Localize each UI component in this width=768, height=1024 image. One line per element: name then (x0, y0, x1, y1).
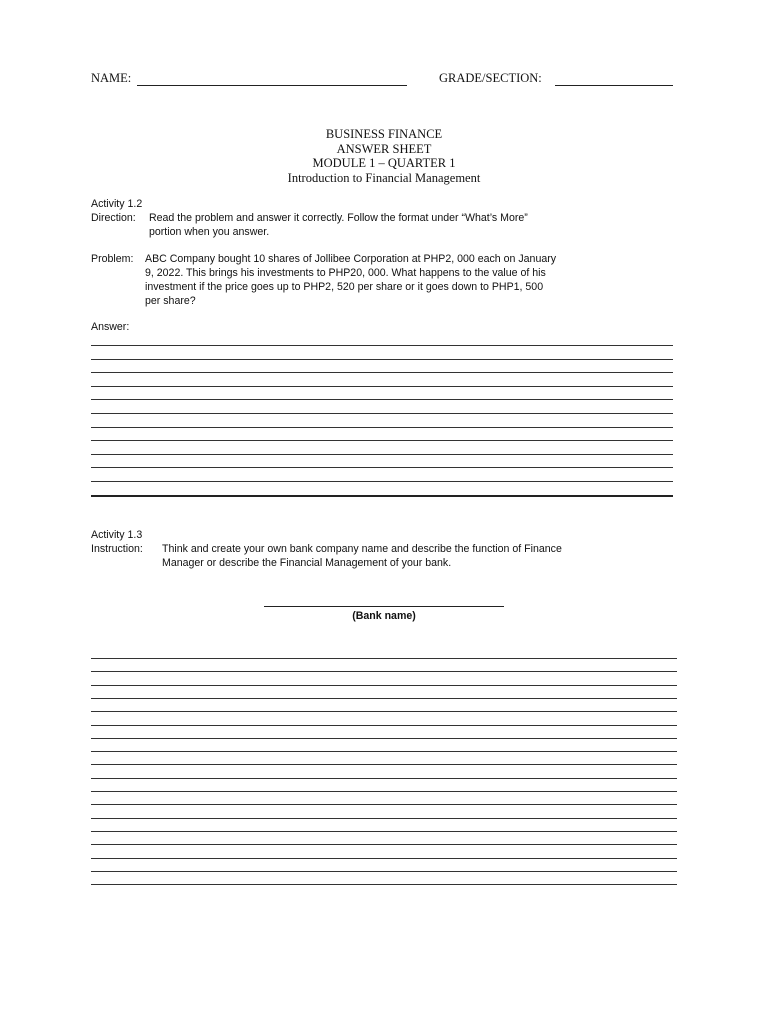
answer-line[interactable] (91, 454, 673, 455)
answer-line[interactable] (91, 725, 677, 726)
answer-line[interactable] (91, 871, 677, 872)
answer-line[interactable] (91, 804, 677, 805)
grade-section-field[interactable] (555, 85, 673, 86)
instruction-text-2: Manager or describe the Financial Management of your bank. (162, 557, 452, 569)
answer-line[interactable] (91, 818, 677, 819)
answer-line[interactable] (91, 658, 677, 659)
instruction-text-1: Think and create your own bank company name and describe the function of Finance (162, 543, 562, 555)
sheet-title: ANSWER SHEET (336, 141, 432, 156)
answer-line[interactable] (91, 671, 677, 672)
answer-line[interactable] (91, 751, 677, 752)
answer-line[interactable] (91, 738, 677, 739)
answer-line[interactable] (91, 345, 673, 346)
name-field[interactable] (137, 85, 407, 86)
bank-name-caption: (Bank name) (352, 610, 416, 622)
answer-line[interactable] (91, 831, 677, 832)
problem-text-1: ABC Company bought 10 shares of Jollibee Corporation at PHP2, 000 each on January (145, 253, 557, 265)
answer-line[interactable] (91, 427, 673, 428)
problem-text-2: 9, 2022. This brings his investments to PHP20, 000. What happens to the value of his (145, 267, 546, 279)
module-title: MODULE 1 – QUARTER 1 (312, 156, 456, 171)
activity-1-3-heading: Activity 1.3 (91, 529, 143, 541)
bank-name-field[interactable] (264, 606, 504, 607)
answer-line[interactable] (91, 359, 673, 360)
answer-line[interactable] (91, 791, 677, 792)
answer-line[interactable] (91, 778, 677, 779)
answer-line[interactable] (91, 844, 677, 845)
answer-line[interactable] (91, 764, 677, 765)
problem-label: Problem: (91, 253, 134, 265)
name-label: NAME: (91, 71, 132, 85)
header-line (91, 71, 542, 86)
answer-line[interactable] (91, 685, 677, 686)
answer-line[interactable] (91, 711, 677, 712)
instruction-label: Instruction: (91, 543, 143, 555)
direction-text-2: portion when you answer. (149, 226, 270, 238)
answer-line[interactable] (91, 467, 673, 468)
subject-title: BUSINESS FINANCE (325, 127, 443, 141)
answer-line[interactable] (91, 698, 677, 699)
answer-line[interactable] (91, 495, 673, 497)
topic-title: Introduction to Financial Management (287, 170, 481, 185)
answer-line[interactable] (91, 440, 673, 441)
answer-line[interactable] (91, 386, 673, 387)
answer-line[interactable] (91, 413, 673, 414)
problem-text-4: per share? (145, 295, 196, 307)
answer-line[interactable] (91, 858, 677, 859)
answer-line[interactable] (91, 481, 673, 482)
direction-text-1: Read the problem and answer it correctly. Follow the format under “What’s More” (149, 212, 528, 224)
title-block (0, 127, 768, 185)
activity-1-2-heading: Activity 1.2 (91, 198, 143, 210)
direction-label: Direction: (91, 212, 136, 224)
problem-text-3: investment if the price goes up to PHP2, 520 per share or it goes down to PHP1, 500 (145, 281, 544, 293)
answer-line[interactable] (91, 399, 673, 400)
answer-line[interactable] (91, 884, 677, 885)
answer-label: Answer: (91, 321, 130, 333)
answer-line[interactable] (91, 372, 673, 373)
grade-section-label: GRADE/SECTION: (439, 71, 542, 85)
